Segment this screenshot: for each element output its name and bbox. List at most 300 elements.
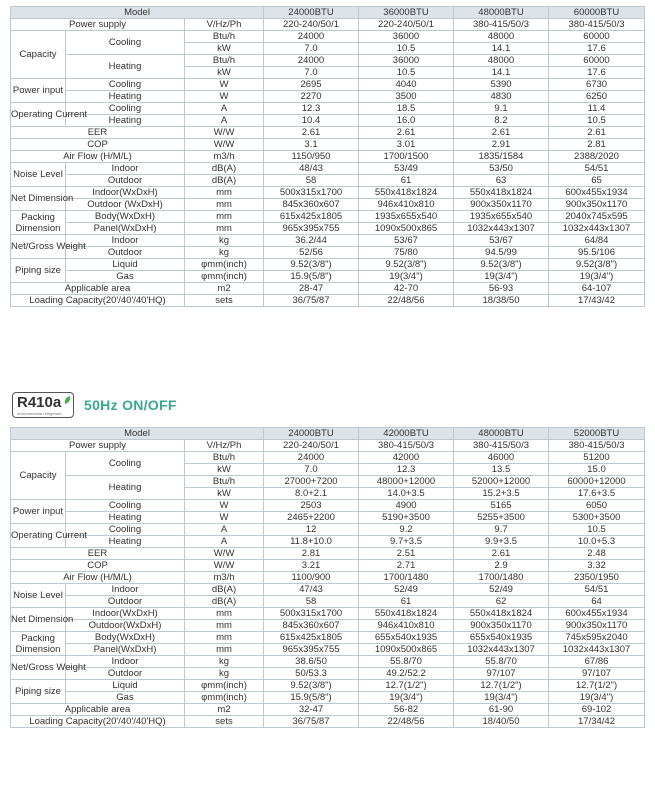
cell: 58 <box>264 175 359 187</box>
row-unit: mm <box>185 223 264 235</box>
cell: 19(3/4") <box>454 692 549 704</box>
row-unit: φmm(inch) <box>185 692 264 704</box>
cell: 2270 <box>264 91 359 103</box>
cell: 15.9(5/8") <box>264 271 359 283</box>
row-unit: kW <box>185 488 264 500</box>
model-col-4: 52000BTU <box>549 428 645 440</box>
table-row <box>11 548 645 560</box>
cell: 2.71 <box>359 560 454 572</box>
cell: 845x360x607 <box>264 620 359 632</box>
row-unit: kW <box>185 67 264 79</box>
group-label: Net/Gross Weight <box>11 656 66 680</box>
cell: 36.2/44 <box>264 235 359 247</box>
row-label: Applicable area <box>11 283 185 295</box>
cell: 64-107 <box>549 283 645 295</box>
cell: 2350/1950 <box>549 572 645 584</box>
cell: 53/67 <box>454 235 549 247</box>
cell: 550x418x1824 <box>359 187 454 199</box>
cell: 5165 <box>454 500 549 512</box>
sub-label: Indoor <box>66 163 185 175</box>
cell: 550x418x1824 <box>359 608 454 620</box>
cell: 3.32 <box>549 560 645 572</box>
cell: 19(3/4") <box>454 271 549 283</box>
row-unit: W/W <box>185 548 264 560</box>
row-unit: dB(A) <box>185 163 264 175</box>
cell: 2.61 <box>549 127 645 139</box>
sub-label: Cooling <box>66 452 185 476</box>
cell: 10.0+5.3 <box>549 536 645 548</box>
cell: 2503 <box>264 500 359 512</box>
sub-label: Indoor(WxDxH) <box>66 608 185 620</box>
cell: 6050 <box>549 500 645 512</box>
sub-label: Indoor <box>66 584 185 596</box>
sub-label: Cooling <box>66 524 185 536</box>
group-label: Piping size <box>11 259 66 283</box>
model-label: Model <box>11 428 264 440</box>
r410a-badge <box>12 392 74 418</box>
model-col-1: 24000BTU <box>264 428 359 440</box>
cell: 2.51 <box>359 548 454 560</box>
table-row <box>11 440 645 452</box>
sub-label: Indoor <box>66 235 185 247</box>
cell: 10.5 <box>549 115 645 127</box>
sub-label: Heating <box>66 55 185 79</box>
group-label: Noise Level <box>11 584 66 608</box>
row-unit: dB(A) <box>185 596 264 608</box>
cell: 24000 <box>264 31 359 43</box>
row-unit: mm <box>185 199 264 211</box>
sub-label: Cooling <box>66 31 185 55</box>
cell: 97/107 <box>454 668 549 680</box>
cell: 18.5 <box>359 103 454 115</box>
cell: 1032x443x1307 <box>549 223 645 235</box>
group-label: Net Dimension <box>11 608 66 632</box>
cell: 1032x443x1307 <box>549 644 645 656</box>
cell: 3.01 <box>359 139 454 151</box>
cell: 8.2 <box>454 115 549 127</box>
group-label: Operating Current <box>11 103 66 127</box>
table-row <box>11 620 645 632</box>
cell: 5390 <box>454 79 549 91</box>
row-unit: W/W <box>185 560 264 572</box>
cell: 36/75/87 <box>264 295 359 307</box>
cell: 27000+7200 <box>264 476 359 488</box>
cell: 900x350x1170 <box>454 620 549 632</box>
cell: 9.7+3.5 <box>359 536 454 548</box>
cell: 2388/2020 <box>549 151 645 163</box>
model-header-row <box>11 7 645 19</box>
group-label: Capacity <box>11 452 66 500</box>
cell: 46000 <box>454 452 549 464</box>
cell: 220-240/50/1 <box>264 19 359 31</box>
badge-text: R410a <box>17 394 62 411</box>
table-row <box>11 524 645 536</box>
cell: 1835/1584 <box>454 151 549 163</box>
cell: 50/53.3 <box>264 668 359 680</box>
row-unit: mm <box>185 620 264 632</box>
table-row <box>11 31 645 43</box>
group-label: Noise Level <box>11 163 66 187</box>
cell: 550x418x1824 <box>454 608 549 620</box>
row-unit: kg <box>185 656 264 668</box>
group-label <box>11 632 66 656</box>
row-unit: φmm(inch) <box>185 271 264 283</box>
table-row <box>11 536 645 548</box>
cell: 22/48/56 <box>359 295 454 307</box>
row-unit: dB(A) <box>185 584 264 596</box>
table-row <box>11 500 645 512</box>
cell: 2.61 <box>454 548 549 560</box>
sub-label: Outdoor <box>66 247 185 259</box>
cell: 655x540x1935 <box>454 632 549 644</box>
sub-label: Cooling <box>66 103 185 115</box>
cell: 380-415/50/3 <box>454 440 549 452</box>
cell: 63 <box>454 175 549 187</box>
row-label: EER <box>11 548 185 560</box>
row-unit: W <box>185 91 264 103</box>
cell: 19(3/4") <box>549 271 645 283</box>
table-row <box>11 283 645 295</box>
cell: 60000+12000 <box>549 476 645 488</box>
table-row <box>11 79 645 91</box>
sub-label: Indoor <box>66 656 185 668</box>
cell: 2.91 <box>454 139 549 151</box>
sub-label: Panel(WxDxH) <box>66 644 185 656</box>
cell: 380-415/50/3 <box>549 19 645 31</box>
table-row <box>11 560 645 572</box>
cell: 12.7(1/2") <box>359 680 454 692</box>
sub-label: Heating <box>66 512 185 524</box>
cell: 9.52(3/8") <box>549 259 645 271</box>
cell: 1700/1480 <box>454 572 549 584</box>
cell: 52/49 <box>454 584 549 596</box>
sub-label: Heating <box>66 91 185 103</box>
model-col-3: 48000BTU <box>454 428 549 440</box>
group-label: Capacity <box>11 31 66 79</box>
cell: 1935x655x540 <box>454 211 549 223</box>
group-label-line-1: Packing <box>21 211 55 223</box>
table-row <box>11 139 645 151</box>
group-label: Power input <box>11 500 66 524</box>
cell: 67/86 <box>549 656 645 668</box>
row-unit: sets <box>185 716 264 728</box>
model-label: Model <box>11 7 264 19</box>
group-label: Net/Gross Weight <box>11 235 66 259</box>
sub-label: Liquid <box>66 680 185 692</box>
cell: 53/67 <box>359 235 454 247</box>
cell: 18/38/50 <box>454 295 549 307</box>
cell: 1150/950 <box>264 151 359 163</box>
cell: 600x455x1934 <box>549 608 645 620</box>
table-row <box>11 259 645 271</box>
cell: 38.6/50 <box>264 656 359 668</box>
cell: 48000 <box>454 31 549 43</box>
table-row <box>11 91 645 103</box>
model-header-row <box>11 428 645 440</box>
table-row <box>11 644 645 656</box>
row-label: Loading Capacity(20'/40'/40'HQ) <box>11 295 185 307</box>
row-unit: kg <box>185 247 264 259</box>
cell: 62 <box>454 596 549 608</box>
cell: 97/107 <box>549 668 645 680</box>
cell: 64 <box>549 596 645 608</box>
row-unit: Btu/h <box>185 476 264 488</box>
row-unit: mm <box>185 187 264 199</box>
row-label: COP <box>11 560 185 572</box>
row-unit: kW <box>185 43 264 55</box>
cell: 52/49 <box>359 584 454 596</box>
cell: 15.2+3.5 <box>454 488 549 500</box>
sub-label: Liquid <box>66 259 185 271</box>
cell: 32-47 <box>264 704 359 716</box>
group-label: Net Dimension <box>11 187 66 211</box>
table-row <box>11 199 645 211</box>
cell: 17.6 <box>549 67 645 79</box>
table-row <box>11 704 645 716</box>
sub-label: Outdoor (WxDxH) <box>66 199 185 211</box>
cell: 22/48/56 <box>359 716 454 728</box>
cell: 2.81 <box>264 548 359 560</box>
cell: 10.4 <box>264 115 359 127</box>
table-row <box>11 512 645 524</box>
spec-table-1 <box>10 6 645 307</box>
row-unit: V/Hz/Ph <box>185 440 264 452</box>
table-row <box>11 211 645 223</box>
cell: 9.9+3.5 <box>454 536 549 548</box>
cell: 75/80 <box>359 247 454 259</box>
cell: 55.8/70 <box>359 656 454 668</box>
cell: 15.9(5/8") <box>264 692 359 704</box>
cell: 65 <box>549 175 645 187</box>
table-row <box>11 632 645 644</box>
cell: 7.0 <box>264 67 359 79</box>
cell: 10.5 <box>359 43 454 55</box>
cell: 9.52(3/8") <box>264 259 359 271</box>
group-label-line-1: Packing <box>21 632 55 644</box>
cell: 1935x655x540 <box>359 211 454 223</box>
cell: 19(3/4") <box>359 271 454 283</box>
cell: 95.5/106 <box>549 247 645 259</box>
cell: 4830 <box>454 91 549 103</box>
cell: 11.4 <box>549 103 645 115</box>
group-label: Power input <box>11 79 66 103</box>
cell: 3.1 <box>264 139 359 151</box>
table-row <box>11 692 645 704</box>
row-unit: W <box>185 500 264 512</box>
table-row <box>11 295 645 307</box>
cell: 9.52(3/8") <box>359 259 454 271</box>
cell: 6730 <box>549 79 645 91</box>
row-unit: Btu/h <box>185 31 264 43</box>
cell: 18/40/50 <box>454 716 549 728</box>
table-row <box>11 127 645 139</box>
sub-label: Indoor(WxDxH) <box>66 187 185 199</box>
cell: 42-70 <box>359 283 454 295</box>
cell: 2.61 <box>359 127 454 139</box>
sub-label: Body(WxDxH) <box>66 632 185 644</box>
cell: 10.5 <box>359 67 454 79</box>
row-unit: φmm(inch) <box>185 259 264 271</box>
sub-label: Outdoor <box>66 596 185 608</box>
cell: 60000 <box>549 31 645 43</box>
badge-subtext: environmental refrigerant <box>17 411 62 416</box>
row-unit: m2 <box>185 704 264 716</box>
cell: 1032x443x1307 <box>454 644 549 656</box>
leaf-icon <box>64 396 71 405</box>
cell: 16.0 <box>359 115 454 127</box>
table-row <box>11 596 645 608</box>
table-row <box>11 608 645 620</box>
cell: 48/43 <box>264 163 359 175</box>
cell: 4900 <box>359 500 454 512</box>
row-unit: sets <box>185 295 264 307</box>
table-row <box>11 271 645 283</box>
cell: 94.5/99 <box>454 247 549 259</box>
table-row <box>11 680 645 692</box>
cell: 3.21 <box>264 560 359 572</box>
sub-label: Cooling <box>66 79 185 91</box>
cell: 24000 <box>264 55 359 67</box>
row-unit: mm <box>185 608 264 620</box>
cell: 5300+3500 <box>549 512 645 524</box>
row-unit: m3/h <box>185 572 264 584</box>
sub-label: Outdoor <box>66 668 185 680</box>
cell: 1700/1500 <box>359 151 454 163</box>
cell: 61-90 <box>454 704 549 716</box>
cell: 49.2/52.2 <box>359 668 454 680</box>
sub-label: Outdoor(WxDxH) <box>66 620 185 632</box>
cell: 965x395x755 <box>264 223 359 235</box>
table-row <box>11 55 645 67</box>
cell: 11.8+10.0 <box>264 536 359 548</box>
cell: 9.7 <box>454 524 549 536</box>
model-col-2: 36000BTU <box>359 7 454 19</box>
group-label-line-2: Dimension <box>15 222 61 234</box>
table-row <box>11 163 645 175</box>
cell: 2465+2200 <box>264 512 359 524</box>
cell: 69-102 <box>549 704 645 716</box>
cell: 12.7(1/2") <box>549 680 645 692</box>
cell: 14.1 <box>454 43 549 55</box>
cell: 615x425x1805 <box>264 211 359 223</box>
sub-label: Outdoor <box>66 175 185 187</box>
row-unit: m2 <box>185 283 264 295</box>
group-label <box>11 211 66 235</box>
cell: 24000 <box>264 452 359 464</box>
row-unit: W/W <box>185 139 264 151</box>
row-label: Air Flow (H/M/L) <box>11 572 185 584</box>
row-unit: mm <box>185 644 264 656</box>
cell: 500x315x1700 <box>264 187 359 199</box>
row-unit: Btu/h <box>185 452 264 464</box>
model-col-3: 48000BTU <box>454 7 549 19</box>
cell: 2.9 <box>454 560 549 572</box>
cell: 965x395x755 <box>264 644 359 656</box>
row-unit: dB(A) <box>185 175 264 187</box>
cell: 3500 <box>359 91 454 103</box>
cell: 900x350x1170 <box>549 620 645 632</box>
row-label: Power supply <box>11 19 185 31</box>
cell: 19(3/4") <box>359 692 454 704</box>
cell: 60000 <box>549 55 645 67</box>
cell: 36000 <box>359 55 454 67</box>
cell: 7.0 <box>264 464 359 476</box>
row-unit: W <box>185 79 264 91</box>
model-col-1: 24000BTU <box>264 7 359 19</box>
table-row <box>11 19 645 31</box>
table-row <box>11 668 645 680</box>
row-unit: A <box>185 536 264 548</box>
row-unit: Btu/h <box>185 55 264 67</box>
cell: 2040x745x595 <box>549 211 645 223</box>
row-unit: kW <box>185 464 264 476</box>
cell: 53/49 <box>359 163 454 175</box>
section-title: 50Hz ON/OFF <box>84 397 177 413</box>
table-row <box>11 476 645 488</box>
cell: 946x410x810 <box>359 199 454 211</box>
cell: 600x455x1934 <box>549 187 645 199</box>
cell: 380-415/50/3 <box>359 440 454 452</box>
cell: 220-240/50/1 <box>359 19 454 31</box>
cell: 9.2 <box>359 524 454 536</box>
cell: 14.1 <box>454 67 549 79</box>
cell: 9.52(3/8") <box>454 259 549 271</box>
cell: 36/75/87 <box>264 716 359 728</box>
cell: 28-47 <box>264 283 359 295</box>
cell: 48000 <box>454 55 549 67</box>
cell: 4040 <box>359 79 454 91</box>
cell: 900x350x1170 <box>454 199 549 211</box>
table-row <box>11 223 645 235</box>
cell: 1100/900 <box>264 572 359 584</box>
cell: 19(3/4") <box>549 692 645 704</box>
cell: 47/43 <box>264 584 359 596</box>
section-banner <box>12 392 177 418</box>
cell: 17/34/42 <box>549 716 645 728</box>
cell: 56-93 <box>454 283 549 295</box>
cell: 56-82 <box>359 704 454 716</box>
cell: 7.0 <box>264 43 359 55</box>
cell: 48000+12000 <box>359 476 454 488</box>
row-unit: A <box>185 103 264 115</box>
row-unit: W/W <box>185 127 264 139</box>
row-unit: φmm(inch) <box>185 680 264 692</box>
table-row <box>11 247 645 259</box>
cell: 1090x500x865 <box>359 223 454 235</box>
table-row <box>11 103 645 115</box>
sub-label: Heating <box>66 115 185 127</box>
group-label-line-2: Dimension <box>15 643 61 655</box>
cell: 2.61 <box>454 127 549 139</box>
cell: 8.0+2.1 <box>264 488 359 500</box>
table-row <box>11 452 645 464</box>
cell: 1700/1480 <box>359 572 454 584</box>
cell: 5255+3500 <box>454 512 549 524</box>
cell: 2.48 <box>549 548 645 560</box>
table-row <box>11 175 645 187</box>
row-unit: V/Hz/Ph <box>185 19 264 31</box>
cell: 2695 <box>264 79 359 91</box>
cell: 12 <box>264 524 359 536</box>
cell: 2.61 <box>264 127 359 139</box>
row-unit: mm <box>185 211 264 223</box>
table-row <box>11 584 645 596</box>
row-unit: W <box>185 512 264 524</box>
cell: 54/51 <box>549 163 645 175</box>
cell: 946x410x810 <box>359 620 454 632</box>
cell: 12.3 <box>359 464 454 476</box>
cell: 14.0+3.5 <box>359 488 454 500</box>
